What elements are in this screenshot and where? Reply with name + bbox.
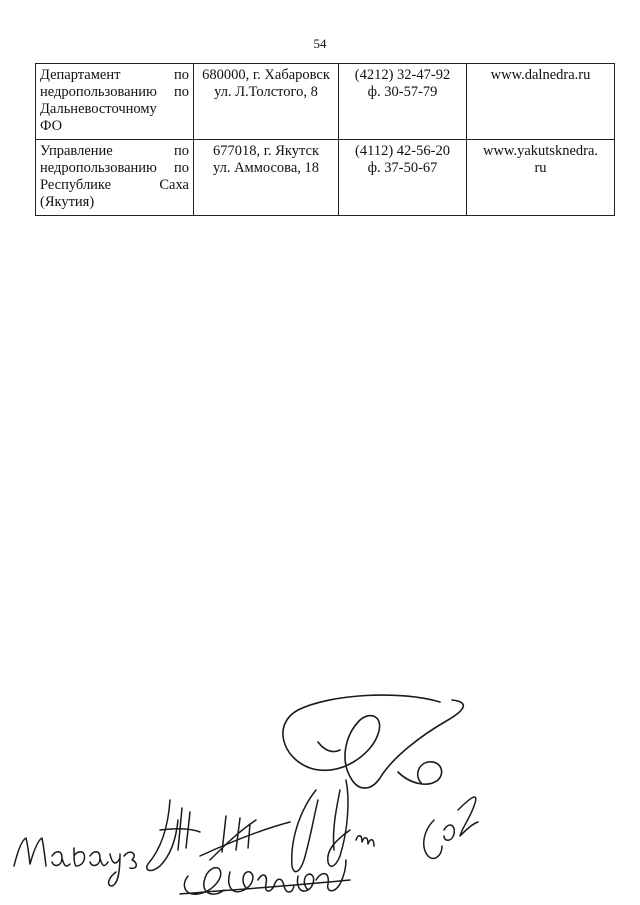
signatures-area [0,680,640,905]
phone-cell [339,140,467,216]
website-line: www.dalnedra.ru [490,67,591,83]
agency-name-line: Дальневосточному [40,101,157,117]
signature-bottom-flourish [180,860,350,894]
website-cell [467,140,615,216]
agency-name-line: недропользованию по [40,160,189,176]
phone-line: (4212) 32-47-92 [354,67,451,83]
agency-name-line: ФО [40,118,63,134]
agency-name-cell [36,140,194,216]
agency-name-line: Управление по [40,143,189,159]
signature-right [424,797,478,858]
address-line: ул. Л.Толстого, 8 [214,84,318,100]
agency-name-line: Республике Саха [40,177,189,193]
address-line: 677018, г. Якутск [212,143,320,159]
address-cell [194,64,339,140]
fax-line: ф. 37-50-67 [367,160,438,176]
website-line: ru [534,160,547,176]
page-number: 54 [313,36,327,51]
phone-line: (4112) 42-56-20 [355,143,450,159]
address-line: 680000, г. Хабаровск [202,67,330,83]
table-row [36,140,615,216]
agency-name-cell [36,64,194,140]
signature-cross-marks [147,800,290,870]
website-line: www.yakutsknedra. [482,143,599,159]
signature-loop [283,695,463,788]
agency-name-line: (Якутия) [40,194,95,210]
agencies-table [35,63,615,216]
address-cell [194,140,339,216]
website-cell [467,64,615,140]
address-line: ул. Аммосова, 18 [212,160,320,176]
phone-cell [339,64,467,140]
fax-line: ф. 30-57-79 [367,84,438,100]
agency-name-line: Департамент по [40,67,189,83]
signature-tall-strokes [292,780,374,872]
signature-handwritten-name [14,838,136,886]
table-row [36,64,615,140]
agency-name-line: недропользованию по [40,84,189,100]
